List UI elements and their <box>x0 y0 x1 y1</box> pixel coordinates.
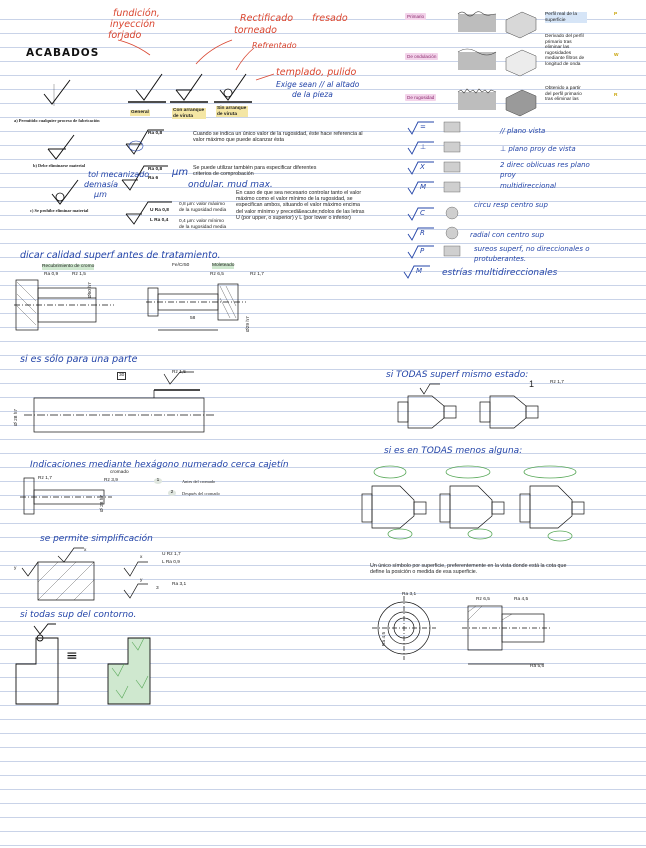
label-fe: Fe/Cr50 <box>172 263 190 268</box>
note-fresado: fresado <box>312 13 348 24</box>
lay-text-3: multidireccional <box>500 182 557 190</box>
label-simp-x-top: x <box>84 548 87 553</box>
note-fundicion: fundición, <box>113 8 160 19</box>
heading-acabados: ACABADOS <box>26 47 100 59</box>
label-phi28: Ø 28 h7 <box>14 408 19 426</box>
lay-sym-4: C <box>420 209 425 217</box>
caption-prohibido: c) Se prohíbe eliminar material <box>30 208 89 213</box>
label-rz17b: Rz 1,7 <box>550 380 564 385</box>
roughness-ra08-b: Ra 0,8 <box>148 167 163 172</box>
label-sin-arranque: Sin arranque de viruta <box>217 106 247 117</box>
lay-sym-1: ⊥ <box>420 143 427 151</box>
label-simp-y-left: y <box>14 566 17 571</box>
caption-debe-eliminar: b) Debe eliminarse material <box>33 163 86 168</box>
section-solo-una: si es sólo para una parte <box>20 354 138 365</box>
note-tol: tol mecanizado <box>88 170 150 179</box>
label-rz65: Rz 6,5 <box>210 272 224 277</box>
note-refrentado: Refrentado <box>252 41 297 50</box>
profile-desc-rugosidad: Obtenido a partir del perfil primario tras eliminar las <box>545 86 582 103</box>
lay-sym-7: M <box>416 267 423 275</box>
note-forjado: forjado <box>108 30 142 41</box>
drawing-nozzles-icon <box>392 379 552 434</box>
note-ondular: ondular. mud max. <box>188 180 273 190</box>
roughness-desc-1: Cuando se indica un único valor de la rugosidad, éste hace referencia al valor máximo que puede alcanzar ésta <box>193 131 363 144</box>
profile-desc-ondulacion: Derivado del perfil primario tras eliminar las rugosidades mediante filtros de longitud de onda <box>545 34 585 67</box>
hint-min: 0,4 µm: valor mínimo de la rugosidad media <box>179 219 227 230</box>
note-torneado: torneado <box>234 25 277 36</box>
profile-desc-primario: Perfil real de la superficie <box>545 12 587 23</box>
profile-letter-r: R <box>614 93 618 98</box>
label-simp-eq1: U Rz 1,7 <box>162 552 181 557</box>
roughness-u-ra: U Ra 0,8 <box>150 208 169 213</box>
label-30: 30 <box>119 373 125 378</box>
lay-sym-5: R <box>420 229 425 237</box>
label-general: General <box>131 110 149 115</box>
label-ra45b: Ra 4,5 <box>382 631 387 646</box>
label-cromado: cromado <box>110 470 129 475</box>
no-remove-symbol-icon <box>48 178 88 208</box>
hexagon-2: 2 <box>168 490 176 496</box>
lay-text-4: circu resp centro sup <box>474 201 548 209</box>
label-antes-cromado: Antes del cromado <box>182 479 216 484</box>
label-rz65b: Rz 6,5 <box>476 597 490 602</box>
note-exige: Exige sean // al altado <box>276 80 360 89</box>
caption-permitido: a) Permitido cualquier proceso de fabricación <box>14 118 100 123</box>
label-phi50: Ø50 h7 <box>88 282 93 298</box>
label-rz15: Rz 1,5 <box>72 272 86 277</box>
label-58: 58 <box>190 316 196 321</box>
lay-text-0: // plano vista <box>500 127 546 135</box>
lay-text-6: sureos superf, no direccionales o protuberantes. <box>474 245 590 263</box>
profile-diagrams-icon <box>458 8 538 118</box>
label-phi-hex: Ø 28 h7 <box>100 494 105 512</box>
label-rz17: Rz 1,7 <box>250 272 264 277</box>
label-rz39: Rz 3,9 <box>104 478 118 483</box>
label-ra45: Ra 4,5 <box>514 597 529 602</box>
lay-sym-2: X <box>420 163 425 171</box>
label-recubrimiento: Recubrimiento de cromo <box>42 264 95 269</box>
label-despues-cromado: Después del cromado <box>182 491 220 496</box>
profile-tag-ondulacion: De ondulación <box>407 54 437 59</box>
label-moleteado: Moleteado <box>212 263 235 268</box>
section-contorno: si todas sup del contorno. <box>20 610 137 620</box>
label-rz17-hex: Rz 1,7 <box>38 476 52 481</box>
lay-text-5: radial con centro sup <box>470 231 545 239</box>
label-simp-y: y <box>140 578 143 583</box>
roughness-ra6: Ra 6 <box>148 176 159 181</box>
note-unico: Un único símbolo por superficie, preferentemente en la vista donde está la cota que define la posición o medida de esa superficie. <box>370 563 567 576</box>
label-ra56: Ra 5,6 <box>530 664 545 669</box>
roughness-desc-2: Se puede utilizar también para especificar diferentes criterios de comprobación <box>193 165 317 178</box>
note-um-a: µm <box>94 190 107 199</box>
process-symbols-icon <box>128 72 258 104</box>
roughness-ra08-a: Ra 0,8 <box>148 131 163 136</box>
section-todas-menos: si es en TODAS menos alguna: <box>384 446 523 456</box>
roughness-symbol-3-icon <box>124 200 174 232</box>
profile-letter-p: P <box>614 12 618 17</box>
note-demasia: demasía <box>84 180 118 189</box>
label-phi29: Ø29 h7 <box>246 316 251 332</box>
label-simp-eq3: Ra 3,1 <box>172 582 187 587</box>
section-simplificacion: se permite simplificación <box>40 534 153 544</box>
lay-sym-0: = <box>420 123 426 131</box>
note-de-la-pieza: de la pieza <box>292 90 333 99</box>
profile-letter-w: W <box>614 53 619 58</box>
note-um-b: µm <box>172 167 189 178</box>
roughness-symbol-2-icon <box>120 164 170 196</box>
basic-symbol-icon <box>40 78 80 108</box>
drawing-shaft-part-icon <box>24 372 214 438</box>
profile-tag-primario: Primario <box>407 14 425 19</box>
section-todas: si TODAS superf mismo estado: <box>386 370 529 380</box>
equivalence-sign: ≡ <box>66 648 78 664</box>
lay-sym-3: M <box>420 183 427 191</box>
roughness-l-ra: L Ra 0,4 <box>150 218 169 223</box>
note-inyeccion: inyección <box>110 19 156 30</box>
section-hexagono: Indicaciones mediante hexágono numerado cerca cajetín <box>30 460 289 470</box>
note-templado: templado, pulido <box>276 67 357 78</box>
drawing-contour-icon <box>12 624 162 712</box>
roughness-desc-3: En caso de que sea necesario controlar tanto el valor máximo como el valor mínimo de la rugosidad, se especifican ambos, situando el valor máximo encima del valor mínimo y precedi&eacute;ndolos de las letras U (por upper, o superior) y L (por lower o inferior) <box>236 190 365 221</box>
drawing-flanged-shaft-icon <box>14 276 124 338</box>
label-ra09: Ra 0,9 <box>44 272 59 277</box>
label-simp-x: x <box>140 555 143 560</box>
note-rectificado: Rectificado <box>240 13 294 24</box>
label-ra31: Ra 3,1 <box>402 592 417 597</box>
section-indicar: dicar calidad superf antes de tratamiento. <box>20 250 221 261</box>
label-rz15b: Rz 1,5 <box>172 370 186 375</box>
hexagon-1: 1 <box>154 478 162 484</box>
label-simp-3: 3 <box>156 586 159 591</box>
lay-text-1: ⊥ plano proy de vista <box>500 145 576 153</box>
label-simp-eq2: L Ra 0,9 <box>162 560 180 565</box>
profile-tag-rugosidad: De rugosidad <box>407 95 435 100</box>
hint-max: 0,8 µm: valor máximo de la rugosidad media <box>179 202 227 213</box>
label-one: 1 <box>529 379 535 389</box>
label-con-arranque: Con arranque de viruta <box>173 108 205 119</box>
drawing-nozzles-except-icon <box>360 464 610 546</box>
lay-text-7: estrías multidireccionales <box>442 268 558 278</box>
lay-sym-6: P <box>420 247 425 255</box>
lay-text-2: 2 direc oblicuas res plano proy <box>500 161 590 179</box>
remove-material-symbol-icon <box>44 133 84 163</box>
